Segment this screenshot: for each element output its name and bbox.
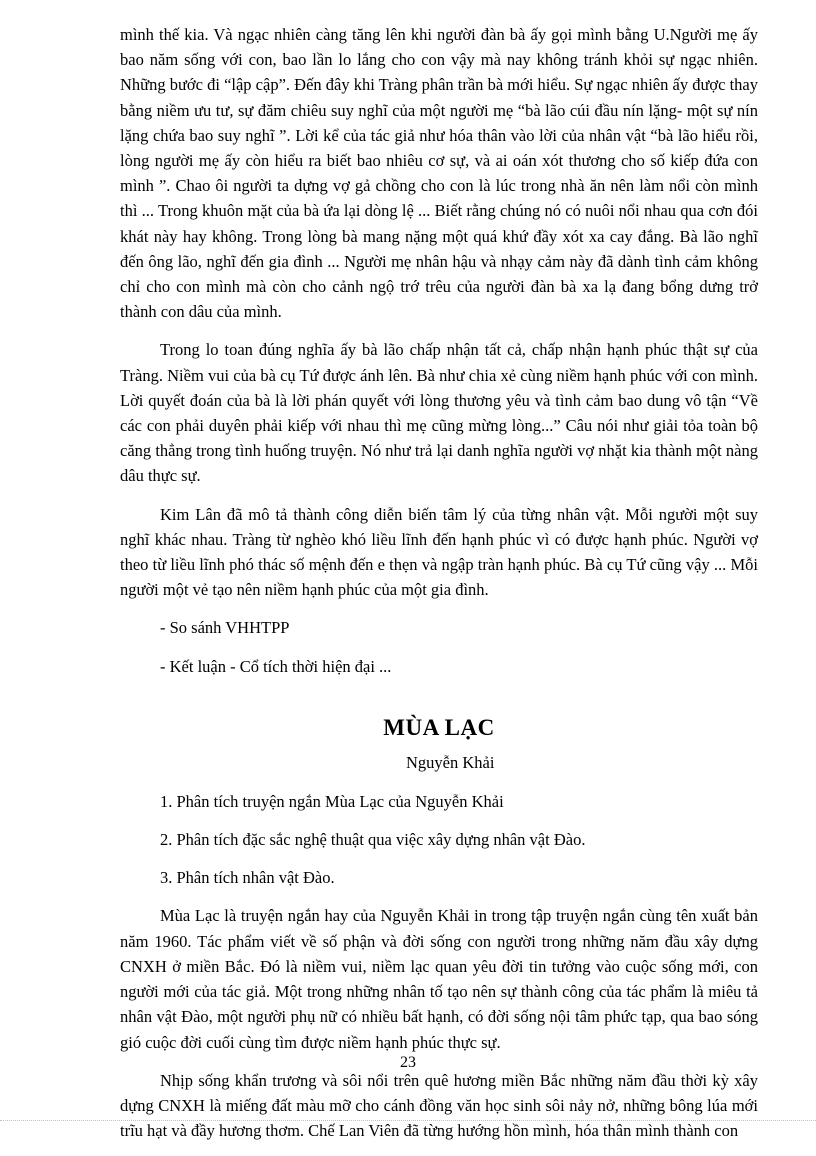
bullet-item: - Kết luận - Cổ tích thời hiện đại ... — [160, 656, 392, 676]
paragraph-continuation: mình thế kia. Và ngạc nhiên càng tăng lên khi người đàn bà ấy gọi mình bằng U.Người mẹ ấy bao năm sống với con, bao lần lo lắng cho con vậy mà nay không tránh khỏi sự ngạc nhiên. Những bước đi “lập cập”. Đến đây khi Tràng phân trần bà mới hiểu. Sự ngạc nhiên ấy được thay bằng niềm ưu tư, sự đăm chiêu suy nghĩ của một người mẹ “bà lão cúi đầu nín lặng- một sự nín lặng chứa bao suy nghĩ ”. Lời kể của tác giả như hóa thân vào lời của nhân vật “bà lão hiểu rồi, lòng người mẹ ấy còn hiểu ra biết bao nhiêu cơ sự, và ai oán xót thương cho số kiếp đứa con mình ”. Chao ôi người ta dựng vợ gả chồng cho con là lúc trong nhà ăn nên làm nổi còn mình thì ... Trong khuôn mặt của bà ứa lại dòng lệ ... Biết rằng chúng nó có nuôi nổi nhau qua cơn đói khát này hay không. Trong lòng bà mang nặng một quá khứ đầy xót xa cay đắng. Bà lão nghĩ đến ông lão, nghĩ đến gia đình ... Người mẹ nhân hậu và nhạy cảm này đã dành tình cảm không chỉ cho con mình mà còn cho cảnh ngộ trớ trêu của người đàn bà xa lạ đang bổng dưng trở thành con dâu của mình. — [120, 25, 758, 322]
paragraph: Kim Lân đã mô tả thành công diễn biến tâm lý của từng nhân vật. Mỗi người một suy nghĩ khác nhau. Tràng từ nghèo khó liều lĩnh đến hạnh phúc vì có được hạnh phúc. Người vợ theo từ liều lĩnh phó thác số mệnh đến e thẹn và ngập tràn hạnh phúc. Bà cụ Tứ cũng vậy ... Mỗi người một vẻ tạo nên niềm hạnh phúc của một gia đình. — [120, 504, 758, 600]
bullet-item: - So sánh VHHTPP — [160, 618, 290, 638]
topic-item: 2. Phân tích đặc sắc nghệ thuật qua việc xây dựng nhân vật Đào. — [160, 830, 586, 850]
paragraph: Mùa Lạc là truyện ngắn hay của Nguyễn Khải in trong tập truyện ngắn cùng tên xuất bản năm 1960. Tác phẩm viết về số phận và đời sống con người trong những năm đầu xây dựng CNXH ở miền Bắc. Đó là niềm vui, niềm lạc quan yêu đời tin tưởng vào cuộc sống mới, con người mới của tác giả. Một trong những nhân tố tạo nên sự thành công của tác phẩm là miêu tả nhân vật Đào, một người phụ nữ có nhiều bất hạnh, có đời sống nội tâm phức tạp, qua bao sóng gió cuộc đời cuối cùng tìm được niềm hạnh phúc thực sự. — [120, 906, 758, 1052]
paragraph: Trong lo toan đúng nghĩa ấy bà lão chấp nhận tất cả, chấp nhận hạnh phúc thật sự của Tràng. Niềm vui của bà cụ Tứ được ánh lên. Bà như chia xẻ cùng niềm hạnh phúc với con mình. Lời quyết đoán của bà là lời phán quyết với lòng thương yêu và tình cảm bao dung vô tận “Về các con phải duyên phải kiếp với nhau thì mẹ cũng mừng lòng...” Câu nói như giải tỏa toàn bộ căng thẳng trong tình huống truyện. Nó như trả lại danh nghĩa người vợ nhặt kia thành một nàng dâu thực sự. — [120, 340, 758, 486]
page-number: 23 — [400, 1054, 416, 1071]
section-title-wrap — [120, 715, 758, 741]
topic-item: 1. Phân tích truyện ngắn Mùa Lạc của Nguyễn Khải — [160, 791, 504, 811]
author-name: Nguyễn Khải — [406, 752, 495, 772]
page-content — [120, 22, 758, 1156]
topic-item: 3. Phân tích nhân vật Đào. — [160, 868, 335, 888]
section-title: MÙA LẠC — [383, 714, 495, 740]
footer-rule — [0, 1120, 816, 1121]
paragraph: Nhịp sống khẩn trương và sôi nổi trên quê hương miền Bắc những năm đầu thời kỳ xây dựng CNXH là miếng đất màu mỡ cho cánh đồng văn học sinh sôi nảy nở, những bông lúa mới trĩu hạt và đầy hương thơm. Chế Lan Viên đã từng hướng hồn mình, hóa thân mình thành con — [120, 1070, 758, 1141]
